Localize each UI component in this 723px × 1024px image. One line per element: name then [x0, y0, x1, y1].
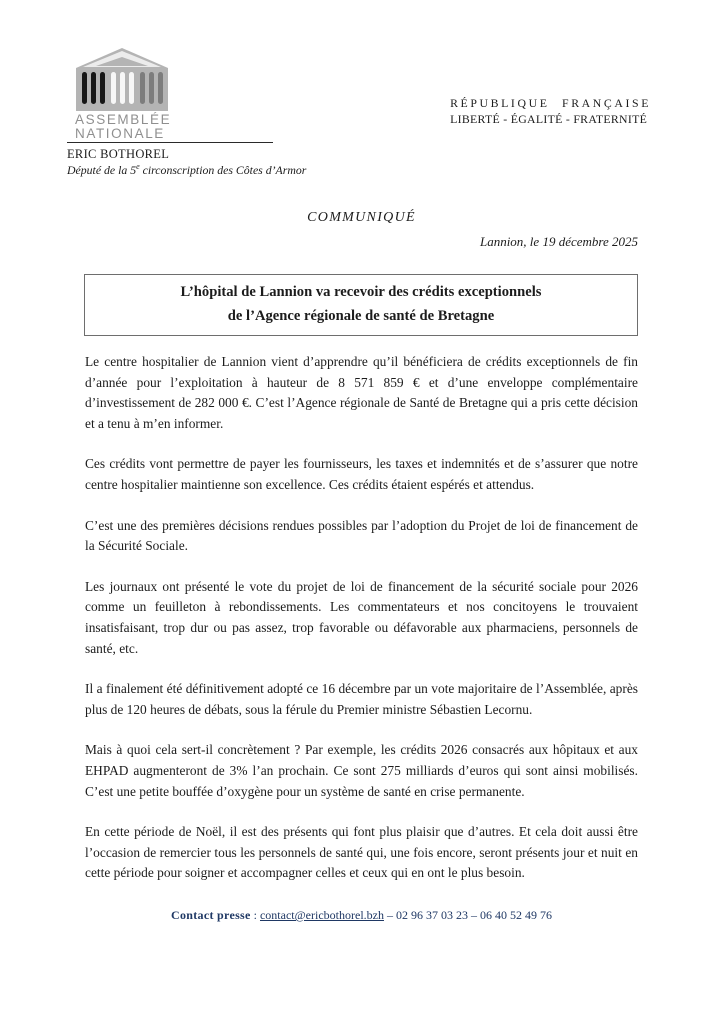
- contact-separator: :: [250, 908, 260, 922]
- paragraph-1: Le centre hospitalier de Lannion vient d’apprendre qu’il bénéficiera de crédits exceptionnels de fin d’année pour l’exploitation à hauteur de 8 571 859 € et d’une enveloppe complémentaire d’investissement de 282 000 €. C’est l’Agence régionale de Santé de Bretagne qui a pris cette décision et a tenu à m’en informer.: [85, 354, 638, 431]
- title-line-2: de l’Agence régionale de santé de Bretagne: [227, 308, 495, 324]
- contact-label: Contact presse: [171, 908, 251, 922]
- republic-motto: LIBERTÉ - ÉGALITÉ - FRATERNITÉ: [450, 112, 648, 126]
- title-line-1: L’hôpital de Lannion va recevoir des crédits exceptionnels: [180, 284, 542, 300]
- paragraph-2: Ces crédits vont permettre de payer les fournisseurs, les taxes et indemnités et de s’assurer que notre centre hospitalier maintienne son excellence. Ces crédits étaient espérés et attendus.: [85, 456, 638, 492]
- sender-title-suffix: circonscription des Côtes d’Armor: [139, 162, 307, 177]
- paragraph-7: En cette période de Noël, il est des présents qui font plus plaisir que d’autres. Et cela doit aussi être l’occasion de remercier tous les personnels de santé qui, une fois encore, seront présents jour et nuit en cette période pour soigner et accompagner celles et ceux qui en ont le plus besoin.: [85, 824, 638, 881]
- republic-title: RÉPUBLIQUE FRANÇAISE: [450, 96, 651, 110]
- sender-title-prefix: Député de la 5: [67, 162, 137, 177]
- sender-name: ERIC BOTHOREL: [67, 147, 170, 161]
- contact-email-link[interactable]: contact@ericbothorel.bzh: [259, 908, 384, 922]
- doc-type-label: COMMUNIQUÉ: [307, 210, 416, 225]
- sender-title-ordinal: e: [136, 162, 140, 171]
- header-divider: [67, 142, 273, 143]
- logo-org-line1: ASSEMBLÉE: [75, 112, 172, 127]
- title-box: [84, 274, 638, 336]
- dateline: Lannion, le 19 décembre 2025: [479, 234, 638, 249]
- logo-org-line2: NATIONALE: [75, 125, 165, 141]
- contact-phones: – 02 96 37 03 23 – 06 40 52 49 76: [383, 908, 552, 922]
- assemblee-nationale-logo: [75, 48, 172, 141]
- paragraph-3: C’est une des premières décisions rendues possibles par l’adoption du Projet de loi de financement de la Sécurité Sociale.: [85, 517, 638, 554]
- assemblee-nationale-building-icon: [75, 48, 169, 111]
- press-contact-line: [0, 908, 723, 923]
- paragraph-4: Les journaux ont présenté le vote du projet de loi de financement de la sécurité sociale pour 2026 comme un feuilleton à rebondissements. Les commentateurs et nos concitoyens le trouvaient insatisfaisant, trop dur ou pas assez, trop favorable ou défavorable aux pharmaciens, personnels de santé, etc.: [85, 578, 638, 656]
- paragraph-6: Mais à quoi cela sert-il concrètement ? Par exemple, les crédits 2026 consacrés aux hôpitaux et aux EHPAD augmenteront de 3% l’an prochain. Ce sont 275 milliards d’euros qui sont ainsi mobilisés. C’est une petite bouffée d’oxygène pour un système de santé en crise permanente.: [85, 742, 638, 799]
- paragraph-5: Il a finalement été définitivement adopté ce 16 décembre par un vote majoritaire de l’Assemblée, après plus de 120 heures de débats, sous la férule du Premier ministre Sébastien Lecornu.: [85, 681, 638, 717]
- sender-title: [67, 162, 306, 178]
- republic-block: [450, 96, 651, 127]
- body-text: [85, 352, 638, 904]
